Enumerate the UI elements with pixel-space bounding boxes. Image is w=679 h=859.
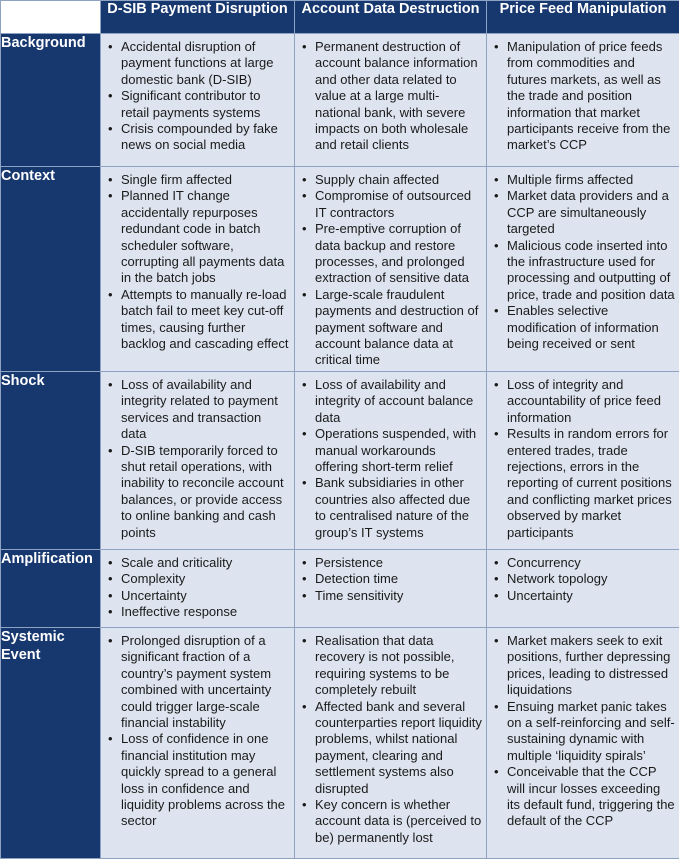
cell-shock-account-data — [295, 371, 487, 549]
bullet-item: • Prolonged disruption of a significant fraction of a country’s payment system combined with uncertainty could trigger large-scale financial instability — [121, 633, 290, 731]
bullet-item: • Results in random errors for entered trades, trade rejections, errors in the reporting of current positions and conflicting market prices observed by market participants — [507, 426, 675, 541]
bullet-item: • Single firm affected — [121, 172, 290, 188]
cell-background-account-data — [295, 34, 487, 167]
bullet-list — [295, 34, 486, 156]
bullet-list — [295, 550, 486, 606]
row-header-background: Background — [1, 34, 101, 167]
bullet-item: • Detection time — [315, 571, 482, 587]
bullet-item: • D-SIB temporarily forced to shut retail operations, with inability to reconcile account balances, or provide access to online banking and cash points — [121, 443, 290, 541]
cell-systemic-event-dsib — [101, 627, 295, 858]
bullet-list — [487, 34, 679, 156]
bullet-list — [295, 167, 486, 371]
bullet-list — [487, 550, 679, 606]
bullet-item: • Loss of availability and integrity related to payment services and transaction data — [121, 377, 290, 443]
bullet-item: • Manipulation of price feeds from commodities and futures markets, as well as the trade and position information that market participants receive from the market’s CCP — [507, 39, 675, 154]
row-header-systemic-event: Systemic Event — [1, 627, 101, 858]
bullet-item: • Accidental disruption of payment functions at large domestic bank (D-SIB) — [121, 39, 290, 88]
bullet-item: • Conceivable that the CCP will incur losses exceeding its default fund, triggering the default of the CCP — [507, 764, 675, 830]
table-row — [1, 167, 679, 372]
bullet-item: • Ineffective response — [121, 604, 290, 620]
column-header-price-feed: Price Feed Manipulation — [487, 1, 679, 34]
bullet-item: • Market makers seek to exit positions, further depressing prices, leading to distressed liquidations — [507, 633, 675, 699]
bullet-item: • Bank subsidiaries in other countries also affected due to centralised nature of the group’s IT systems — [315, 475, 482, 541]
row-header-context: Context — [1, 167, 101, 372]
bullet-list — [101, 550, 294, 623]
table-row — [1, 627, 679, 858]
bullet-list — [101, 167, 294, 354]
cell-context-price-feed — [487, 167, 679, 372]
row-header-shock: Shock — [1, 371, 101, 549]
bullet-item: • Compromise of outsourced IT contractors — [315, 188, 482, 221]
bullet-item: • Enables selective modification of information being received or sent — [507, 303, 675, 352]
cell-amplification-dsib — [101, 549, 295, 627]
bullet-item: • Key concern is whether account data is (perceived to be) permanently lost — [315, 797, 482, 846]
bullet-item: • Loss of availability and integrity of account balance data — [315, 377, 482, 426]
column-header-dsib: D-SIB Payment Disruption — [101, 1, 295, 34]
cell-systemic-event-price-feed — [487, 627, 679, 858]
cell-amplification-account-data — [295, 549, 487, 627]
bullet-item: • Concurrency — [507, 555, 675, 571]
cell-shock-dsib — [101, 371, 295, 549]
bullet-item: • Scale and criticality — [121, 555, 290, 571]
bullet-list — [101, 628, 294, 832]
bullet-list — [487, 628, 679, 832]
bullet-item: • Attempts to manually re-load batch fail to meet key cut-off times, causing further backlog and cascading effect — [121, 287, 290, 353]
bullet-item: • Time sensitivity — [315, 588, 482, 604]
cell-background-price-feed — [487, 34, 679, 167]
bullet-list — [101, 372, 294, 543]
bullet-list — [487, 167, 679, 354]
bullet-item: • Persistence — [315, 555, 482, 571]
row-header-amplification: Amplification — [1, 549, 101, 627]
bullet-item: • Uncertainty — [121, 588, 290, 604]
cell-shock-price-feed — [487, 371, 679, 549]
bullet-item: • Network topology — [507, 571, 675, 587]
table-corner — [1, 1, 101, 34]
cell-context-dsib — [101, 167, 295, 372]
bullet-item: • Large-scale fraudulent payments and destruction of payment software and account balance data at critical time — [315, 287, 482, 369]
cell-background-dsib — [101, 34, 295, 167]
bullet-item: • Market data providers and a CCP are simultaneously targeted — [507, 188, 675, 237]
bullet-item: • Loss of confidence in one financial institution may quickly spread to a general loss in confidence and liquidity problems across the sector — [121, 731, 290, 829]
bullet-item: • Ensuing market panic takes on a self-reinforcing and self-sustaining dynamic with multiple ‘liquidity spirals’ — [507, 699, 675, 765]
bullet-list — [295, 628, 486, 848]
bullet-item: • Affected bank and several counterparties report liquidity problems, whilst national payment, clearing and settlement systems also disrupted — [315, 699, 482, 797]
column-header-account-data: Account Data Destruction — [295, 1, 487, 34]
bullet-list — [101, 34, 294, 156]
bullet-item: • Crisis compounded by fake news on social media — [121, 121, 290, 154]
bullet-list — [295, 372, 486, 543]
bullet-item: • Supply chain affected — [315, 172, 482, 188]
bullet-item: • Loss of integrity and accountability of price feed information — [507, 377, 675, 426]
bullet-item: • Pre-emptive corruption of data backup and restore processes, and prolonged extraction of sensitive data — [315, 221, 482, 287]
bullet-item: • Multiple firms affected — [507, 172, 675, 188]
cell-context-account-data — [295, 167, 487, 372]
bullet-item: • Complexity — [121, 571, 290, 587]
bullet-item: • Uncertainty — [507, 588, 675, 604]
bullet-item: • Malicious code inserted into the infrastructure used for processing and outputting of price, trade and position data — [507, 238, 675, 304]
bullet-item: • Realisation that data recovery is not possible, requiring systems to be completely rebuilt — [315, 633, 482, 699]
table-row — [1, 34, 679, 167]
table-row — [1, 549, 679, 627]
bullet-item: • Permanent destruction of account balance information and other data related to value at a large multi-national bank, with severe impacts on both wholesale and retail clients — [315, 39, 482, 154]
bullet-item: • Significant contributor to retail payments systems — [121, 88, 290, 121]
cell-systemic-event-account-data — [295, 627, 487, 858]
bullet-list — [487, 372, 679, 543]
bullet-item: • Planned IT change accidentally repurposes redundant code in batch scheduler software, corrupting all payments data in the batch jobs — [121, 188, 290, 286]
bullet-item: • Operations suspended, with manual workarounds offering short-term relief — [315, 426, 482, 475]
cell-amplification-price-feed — [487, 549, 679, 627]
table-row — [1, 371, 679, 549]
